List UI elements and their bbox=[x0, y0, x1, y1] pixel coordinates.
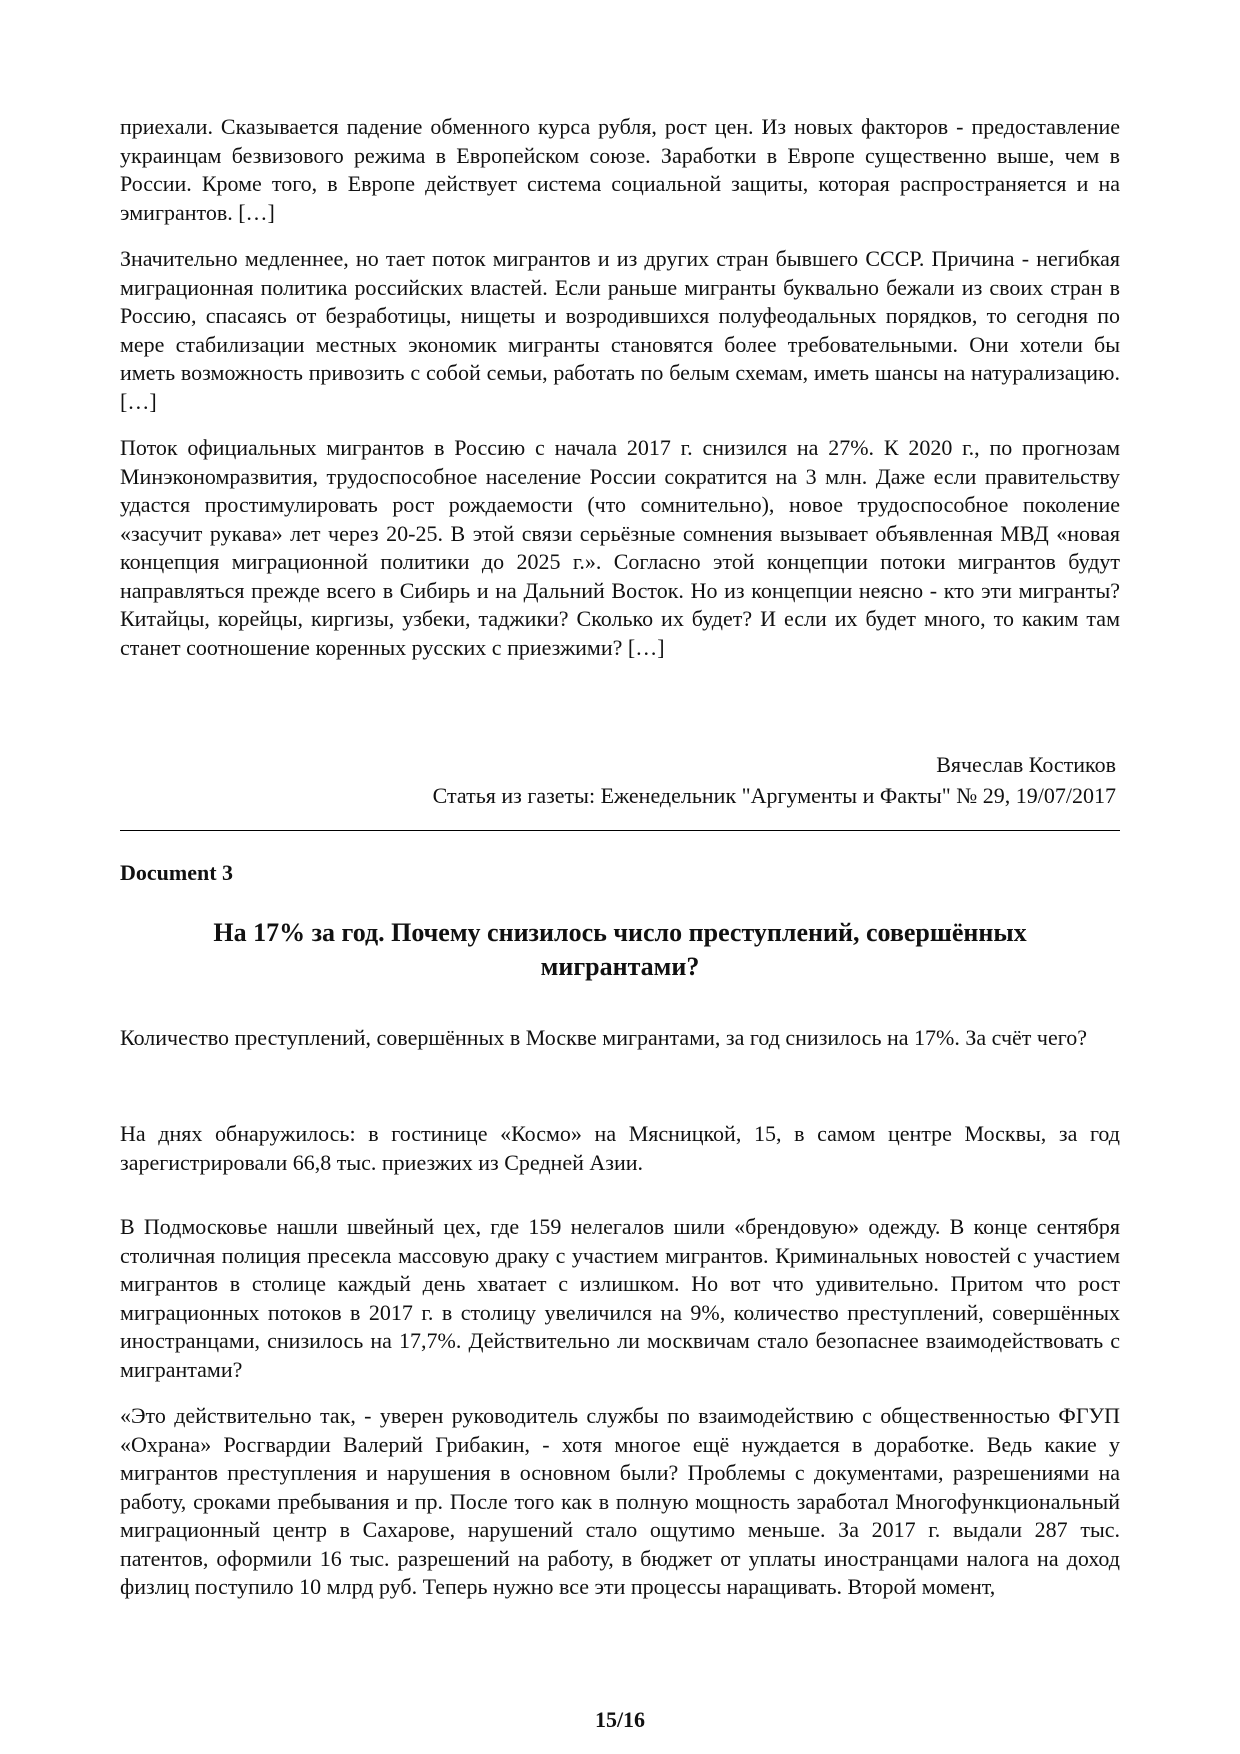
document-title: На 17% за год. Почему снизилось число преступлений, совершённых мигрантами? bbox=[213, 918, 1027, 981]
paragraph-doc3-3: В Подмосковье нашли швейный цех, где 159 нелегалов шили «брендовую» одежду. В конце сентября столичная полиция пресекла массовую драку с участием мигрантов. Криминальных новостей с участием мигрантов в столице каждый день хватает с излишком. Но вот что удивительно. Притом что рост миграционных потоков в 2017 г. в столицу увеличился на 9%, количество преступлений, совершённых иностранцами, снизилось на 17,7%. Действительно ли москвичам стало безопаснее взаимодействовать с мигрантами? bbox=[120, 1214, 1120, 1382]
paragraph-top-2: Значительно медленнее, но тает поток мигрантов и из других стран бывшего СССР. Причина - негибкая миграционная политика российских властей. Если раньше мигранты буквально бежали из своих стран в Россию, спасаясь от безработицы, нищеты и возродившихся полуфеодальных порядков, то сегодня по мере стабилизации местных экономик мигранты становятся более требовательными. Они хотели бы иметь возможность привозить с собой семьи, работать по белым схемам, иметь шансы на натурализацию. […] bbox=[120, 246, 1120, 414]
paragraph-doc3-4: «Это действительно так, - уверен руководитель службы по взаимодействию с общественностью ФГУП «Охрана» Росгвардии Валерий Грибакин, - хотя многое ещё нуждается в доработке. Ведь какие у мигрантов преступления и нарушения в основном были? Проблемы с документами, разрешениями на работу, сроками пребывания и пр. После того как в полную мощность заработал Многофункциональный миграционный центр в Сахарове, нарушений стало ощутимо меньше. За 2017 г. выдали 287 тыс. патентов, оформили 16 тыс. разрешений на работу, в бюджет от уплаты иностранцами налога на доход физлиц поступило 10 млрд руб. Теперь нужно все эти процессы наращивать. Второй момент, bbox=[120, 1403, 1120, 1599]
paragraph-top-1: приехали. Сказывается падение обменного курса рубля, рост цен. Из новых факторов - предоставление украинцам безвизового режима в Европейском союзе. Заработки в Европе существенно выше, чем в России. Кроме того, в Европе действует система социальной защиты, которая распространяется и на эмигрантов. […] bbox=[120, 114, 1120, 225]
document-label: Document 3 bbox=[120, 860, 234, 885]
paragraph-doc3-1: Количество преступлений, совершённых в Москве мигрантами, за год снизилось на 17%. За счёт чего? bbox=[120, 1025, 1087, 1050]
article-author: Вячеслав Костиков bbox=[936, 752, 1116, 777]
article-source: Статья из газеты: Еженедельник "Аргументы и Факты" № 29, 19/07/2017 bbox=[432, 783, 1116, 808]
page-number: 15/16 bbox=[594, 1707, 646, 1732]
paragraph-top-3: Поток официальных мигрантов в Россию с начала 2017 г. снизился на 27%. К 2020 г., по прогнозам Минэкономразвития, трудоспособное население России сократится на 3 млн. Даже если правительству удастся простимулировать рост рождаемости (что сомнительно), новое трудоспособное поколение «засучит рукава» лет через 20-25. В этой связи серьёзные сомнения вызывает объявленная МВД «новая концепция миграционной политики до 2025 г.». Согласно этой концепции потоки мигрантов будут направляться прежде всего в Сибирь и на Дальний Восток. Но из концепции неясно - кто эти мигранты? Китайцы, корейцы, киргизы, узбеки, таджики? Сколько их будет? И если их будет много, то каким там станет соотношение коренных русских с приезжими? […] bbox=[120, 435, 1120, 660]
paragraph-doc3-2: На днях обнаружилось: в гостинице «Космо» на Мясницкой, 15, в самом центре Москвы, за год зарегистрировали 66,8 тыс. приезжих из Средней Азии. bbox=[120, 1121, 1120, 1175]
section-divider bbox=[120, 830, 1120, 831]
